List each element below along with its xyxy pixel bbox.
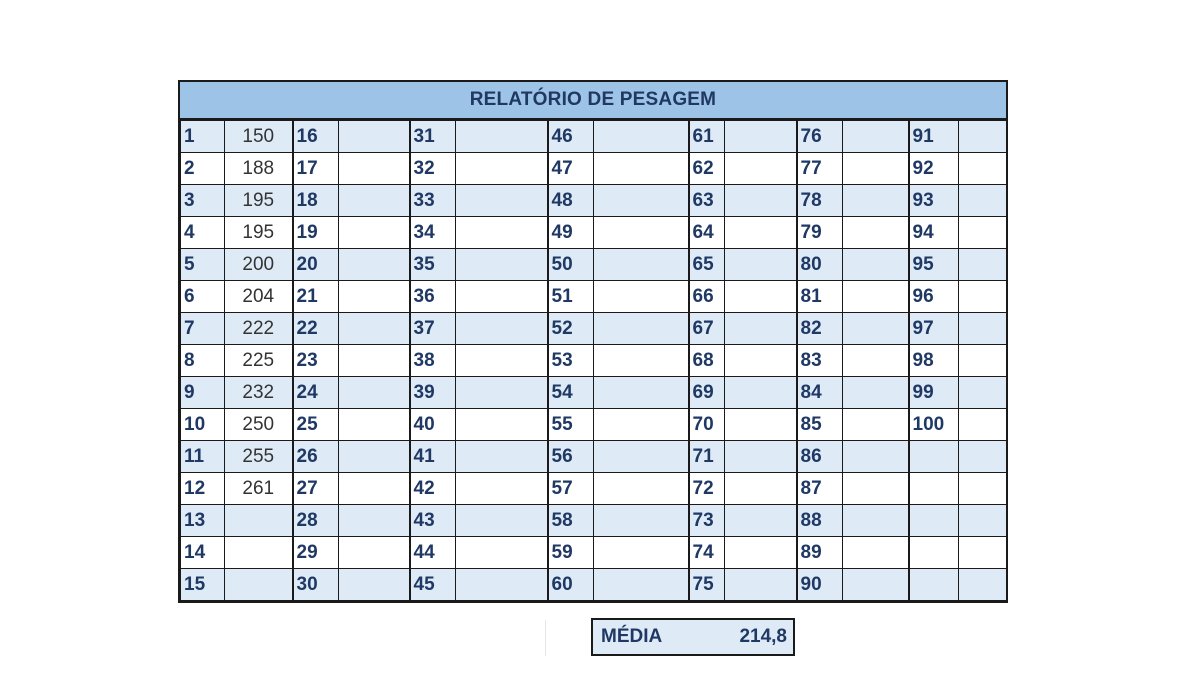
- weight-value-cell[interactable]: [959, 121, 1007, 153]
- row-number-cell: 100: [909, 409, 959, 441]
- row-number-cell: 79: [797, 217, 843, 249]
- table-row: [181, 569, 1007, 601]
- weight-value-cell[interactable]: 261: [225, 473, 293, 505]
- weight-value-cell[interactable]: [725, 569, 797, 601]
- row-number-cell: 89: [797, 537, 843, 569]
- weight-value-cell[interactable]: [339, 217, 410, 249]
- weight-value-cell[interactable]: 232: [225, 377, 293, 409]
- weight-value-cell[interactable]: [843, 217, 909, 249]
- weight-value-cell[interactable]: [594, 121, 689, 153]
- row-number-cell: 81: [797, 281, 843, 313]
- row-number-cell: 17: [293, 153, 339, 185]
- weight-value-cell[interactable]: 150: [225, 121, 293, 153]
- weight-value-cell[interactable]: [843, 569, 909, 601]
- row-number-cell: 6: [181, 281, 225, 313]
- weight-value-cell[interactable]: [843, 249, 909, 281]
- weight-value-cell[interactable]: [725, 121, 797, 153]
- row-number-cell: 82: [797, 313, 843, 345]
- row-number-cell: 85: [797, 409, 843, 441]
- table-row: [181, 377, 1007, 409]
- gridline-fragment: [545, 620, 546, 656]
- weighing-report-sheet: [178, 80, 1008, 603]
- weight-value-cell[interactable]: [843, 185, 909, 217]
- weight-value-cell[interactable]: [959, 409, 1007, 441]
- weight-value-cell[interactable]: [843, 473, 909, 505]
- weight-value-cell[interactable]: [456, 377, 548, 409]
- weight-value-cell[interactable]: [339, 377, 410, 409]
- row-number-cell: 51: [548, 281, 594, 313]
- weight-value-cell[interactable]: [339, 249, 410, 281]
- row-number-cell: 31: [410, 121, 456, 153]
- weight-value-cell[interactable]: [843, 537, 909, 569]
- weight-value-cell[interactable]: [594, 409, 689, 441]
- row-number-cell: 11: [181, 441, 225, 473]
- table-row: [181, 409, 1007, 441]
- row-number-cell: 64: [689, 217, 725, 249]
- weight-value-cell[interactable]: [594, 505, 689, 537]
- row-number-cell: 52: [548, 313, 594, 345]
- row-number-cell: 34: [410, 217, 456, 249]
- weight-value-cell[interactable]: [843, 345, 909, 377]
- weight-value-cell[interactable]: [594, 473, 689, 505]
- row-number-cell: 57: [548, 473, 594, 505]
- weight-value-cell[interactable]: [843, 121, 909, 153]
- row-number-cell: 55: [548, 409, 594, 441]
- weight-value-cell[interactable]: [225, 569, 293, 601]
- table-row: [181, 121, 1007, 153]
- row-number-cell: 19: [293, 217, 339, 249]
- row-number-cell: 13: [181, 505, 225, 537]
- row-number-cell: 8: [181, 345, 225, 377]
- row-number-cell: [909, 537, 959, 569]
- row-number-cell: [909, 569, 959, 601]
- weight-value-cell[interactable]: [843, 441, 909, 473]
- weight-value-cell[interactable]: [725, 473, 797, 505]
- row-number-cell: 28: [293, 505, 339, 537]
- row-number-cell: 87: [797, 473, 843, 505]
- weight-value-cell[interactable]: [339, 569, 410, 601]
- row-number-cell: 65: [689, 249, 725, 281]
- weight-value-cell[interactable]: [456, 505, 548, 537]
- weight-value-cell[interactable]: [959, 569, 1007, 601]
- row-number-cell: 1: [181, 121, 225, 153]
- weight-value-cell[interactable]: [725, 313, 797, 345]
- row-number-cell: 30: [293, 569, 339, 601]
- weight-value-cell[interactable]: [339, 473, 410, 505]
- row-number-cell: 23: [293, 345, 339, 377]
- weight-value-cell[interactable]: [594, 441, 689, 473]
- weight-value-cell[interactable]: [959, 505, 1007, 537]
- row-number-cell: 29: [293, 537, 339, 569]
- row-number-cell: 12: [181, 473, 225, 505]
- row-number-cell: 37: [410, 313, 456, 345]
- row-number-cell: 2: [181, 153, 225, 185]
- row-number-cell: 50: [548, 249, 594, 281]
- row-number-cell: 44: [410, 537, 456, 569]
- weight-value-cell[interactable]: [339, 121, 410, 153]
- average-label: MÉDIA: [601, 626, 663, 647]
- weight-value-cell[interactable]: [456, 153, 548, 185]
- row-number-cell: 20: [293, 249, 339, 281]
- table-row: [181, 313, 1007, 345]
- weight-value-cell[interactable]: [843, 153, 909, 185]
- row-number-cell: 95: [909, 249, 959, 281]
- row-number-cell: 14: [181, 537, 225, 569]
- weight-value-cell[interactable]: [725, 281, 797, 313]
- weight-value-cell[interactable]: [594, 537, 689, 569]
- weight-value-cell[interactable]: [339, 409, 410, 441]
- row-number-cell: 61: [689, 121, 725, 153]
- weight-value-cell[interactable]: 255: [225, 441, 293, 473]
- row-number-cell: 92: [909, 153, 959, 185]
- weight-value-cell[interactable]: [339, 345, 410, 377]
- weight-value-cell[interactable]: 188: [225, 153, 293, 185]
- row-number-cell: 35: [410, 249, 456, 281]
- row-number-cell: 3: [181, 185, 225, 217]
- row-number-cell: 78: [797, 185, 843, 217]
- weight-value-cell[interactable]: [456, 569, 548, 601]
- weight-value-cell[interactable]: [339, 281, 410, 313]
- row-number-cell: 41: [410, 441, 456, 473]
- weight-value-cell[interactable]: [339, 185, 410, 217]
- weight-value-cell[interactable]: [594, 217, 689, 249]
- weight-value-cell[interactable]: [225, 505, 293, 537]
- weight-value-cell[interactable]: [725, 441, 797, 473]
- row-number-cell: 76: [797, 121, 843, 153]
- weight-value-cell[interactable]: [843, 505, 909, 537]
- row-number-cell: 70: [689, 409, 725, 441]
- weight-value-cell[interactable]: [594, 313, 689, 345]
- row-number-cell: 26: [293, 441, 339, 473]
- row-number-cell: 63: [689, 185, 725, 217]
- weight-value-cell[interactable]: [456, 441, 548, 473]
- table-row: [181, 281, 1007, 313]
- weight-value-cell[interactable]: [959, 313, 1007, 345]
- row-number-cell: 4: [181, 217, 225, 249]
- table-row: [181, 217, 1007, 249]
- row-number-cell: 48: [548, 185, 594, 217]
- row-number-cell: 80: [797, 249, 843, 281]
- row-number-cell: 32: [410, 153, 456, 185]
- row-number-cell: 88: [797, 505, 843, 537]
- weight-value-cell[interactable]: 195: [225, 185, 293, 217]
- weight-value-cell[interactable]: 250: [225, 409, 293, 441]
- weight-value-cell[interactable]: [594, 185, 689, 217]
- row-number-cell: 66: [689, 281, 725, 313]
- row-number-cell: 9: [181, 377, 225, 409]
- row-number-cell: 54: [548, 377, 594, 409]
- row-number-cell: 83: [797, 345, 843, 377]
- weight-value-cell[interactable]: [225, 537, 293, 569]
- row-number-cell: 40: [410, 409, 456, 441]
- weight-value-cell[interactable]: 204: [225, 281, 293, 313]
- weight-value-cell[interactable]: [339, 441, 410, 473]
- weight-value-cell[interactable]: [456, 409, 548, 441]
- weight-value-cell[interactable]: [959, 377, 1007, 409]
- weight-value-cell[interactable]: [725, 217, 797, 249]
- weight-value-cell[interactable]: [456, 313, 548, 345]
- weight-value-cell[interactable]: [959, 441, 1007, 473]
- row-number-cell: 99: [909, 377, 959, 409]
- weight-value-cell[interactable]: [339, 537, 410, 569]
- row-number-cell: 69: [689, 377, 725, 409]
- row-number-cell: 16: [293, 121, 339, 153]
- weight-value-cell[interactable]: [959, 473, 1007, 505]
- weight-value-cell[interactable]: [339, 153, 410, 185]
- table-row: [181, 441, 1007, 473]
- row-number-cell: 93: [909, 185, 959, 217]
- weight-value-cell[interactable]: [456, 537, 548, 569]
- row-number-cell: 71: [689, 441, 725, 473]
- weight-value-cell[interactable]: [594, 345, 689, 377]
- weight-value-cell[interactable]: [959, 153, 1007, 185]
- weight-value-cell[interactable]: [594, 281, 689, 313]
- table-row: [181, 537, 1007, 569]
- row-number-cell: 36: [410, 281, 456, 313]
- row-number-cell: [909, 505, 959, 537]
- row-number-cell: 73: [689, 505, 725, 537]
- row-number-cell: 72: [689, 473, 725, 505]
- row-number-cell: 18: [293, 185, 339, 217]
- average-summary: [591, 618, 795, 656]
- row-number-cell: 25: [293, 409, 339, 441]
- weight-value-cell[interactable]: [959, 537, 1007, 569]
- weight-value-cell[interactable]: [843, 281, 909, 313]
- row-number-cell: 33: [410, 185, 456, 217]
- row-number-cell: 97: [909, 313, 959, 345]
- weight-value-cell[interactable]: [959, 249, 1007, 281]
- weight-value-cell[interactable]: [594, 377, 689, 409]
- weight-value-cell[interactable]: [594, 249, 689, 281]
- weight-value-cell[interactable]: [594, 153, 689, 185]
- weight-value-cell[interactable]: [456, 473, 548, 505]
- weight-value-cell[interactable]: 195: [225, 217, 293, 249]
- weight-value-cell[interactable]: 222: [225, 313, 293, 345]
- report-title: RELATÓRIO DE PESAGEM: [180, 82, 1006, 120]
- weight-value-cell[interactable]: [725, 505, 797, 537]
- row-number-cell: 45: [410, 569, 456, 601]
- table-row: [181, 473, 1007, 505]
- row-number-cell: 90: [797, 569, 843, 601]
- weight-value-cell[interactable]: 200: [225, 249, 293, 281]
- row-number-cell: 94: [909, 217, 959, 249]
- weight-value-cell[interactable]: [725, 537, 797, 569]
- weight-value-cell[interactable]: [725, 249, 797, 281]
- weight-value-cell[interactable]: [843, 409, 909, 441]
- average-value: 214,8: [739, 626, 787, 647]
- weight-value-cell[interactable]: [843, 313, 909, 345]
- table-row: [181, 249, 1007, 281]
- row-number-cell: 21: [293, 281, 339, 313]
- weight-value-cell[interactable]: [456, 249, 548, 281]
- weight-value-cell[interactable]: [456, 121, 548, 153]
- row-number-cell: 49: [548, 217, 594, 249]
- row-number-cell: 68: [689, 345, 725, 377]
- weight-value-cell[interactable]: 225: [225, 345, 293, 377]
- table-row: [181, 153, 1007, 185]
- weight-value-cell[interactable]: [725, 153, 797, 185]
- weight-value-cell[interactable]: [456, 185, 548, 217]
- weight-value-cell[interactable]: [725, 345, 797, 377]
- row-number-cell: 86: [797, 441, 843, 473]
- row-number-cell: 91: [909, 121, 959, 153]
- row-number-cell: [909, 473, 959, 505]
- row-number-cell: 38: [410, 345, 456, 377]
- weight-value-cell[interactable]: [456, 345, 548, 377]
- row-number-cell: [909, 441, 959, 473]
- weight-value-cell[interactable]: [959, 281, 1007, 313]
- weight-value-cell[interactable]: [456, 281, 548, 313]
- row-number-cell: 47: [548, 153, 594, 185]
- weight-value-cell[interactable]: [959, 185, 1007, 217]
- weight-value-cell[interactable]: [843, 377, 909, 409]
- row-number-cell: 84: [797, 377, 843, 409]
- row-number-cell: 67: [689, 313, 725, 345]
- weight-value-cell[interactable]: [456, 217, 548, 249]
- row-number-cell: 56: [548, 441, 594, 473]
- row-number-cell: 60: [548, 569, 594, 601]
- row-number-cell: 59: [548, 537, 594, 569]
- row-number-cell: 58: [548, 505, 594, 537]
- weight-value-cell[interactable]: [339, 505, 410, 537]
- row-number-cell: 7: [181, 313, 225, 345]
- row-number-cell: 43: [410, 505, 456, 537]
- row-number-cell: 22: [293, 313, 339, 345]
- table-row: [181, 185, 1007, 217]
- row-number-cell: 53: [548, 345, 594, 377]
- weight-value-cell[interactable]: [959, 345, 1007, 377]
- weight-value-cell[interactable]: [959, 217, 1007, 249]
- row-number-cell: 96: [909, 281, 959, 313]
- weight-value-cell[interactable]: [725, 185, 797, 217]
- table-row: [181, 345, 1007, 377]
- row-number-cell: 74: [689, 537, 725, 569]
- row-number-cell: 5: [181, 249, 225, 281]
- weight-value-cell[interactable]: [725, 409, 797, 441]
- weight-value-cell[interactable]: [725, 377, 797, 409]
- row-number-cell: 77: [797, 153, 843, 185]
- row-number-cell: 10: [181, 409, 225, 441]
- row-number-cell: 42: [410, 473, 456, 505]
- row-number-cell: 39: [410, 377, 456, 409]
- weight-value-cell[interactable]: [594, 569, 689, 601]
- weighing-table: [180, 120, 1008, 601]
- row-number-cell: 62: [689, 153, 725, 185]
- row-number-cell: 24: [293, 377, 339, 409]
- row-number-cell: 98: [909, 345, 959, 377]
- row-number-cell: 46: [548, 121, 594, 153]
- table-row: [181, 505, 1007, 537]
- row-number-cell: 75: [689, 569, 725, 601]
- row-number-cell: 15: [181, 569, 225, 601]
- weight-value-cell[interactable]: [339, 313, 410, 345]
- row-number-cell: 27: [293, 473, 339, 505]
